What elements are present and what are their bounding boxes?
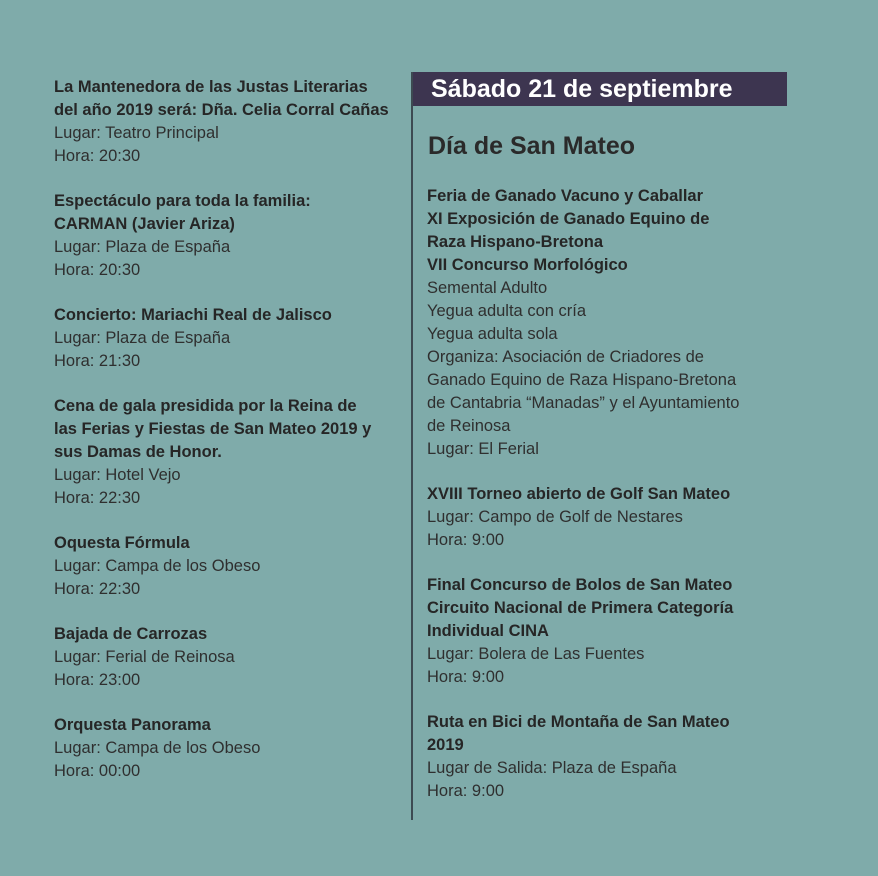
event-item xyxy=(54,623,399,692)
event-detail-line: Lugar: El Ferial xyxy=(427,440,539,458)
event-title-line: XI Exposición de Ganado Equino de xyxy=(427,210,710,228)
event-title-line: Ruta en Bici de Montaña de San Mateo xyxy=(427,713,730,731)
event-item xyxy=(427,574,817,689)
event-item xyxy=(427,711,817,803)
event-detail-line: Organiza: Asociación de Criadores de xyxy=(427,348,704,366)
event-title-line: 2019 xyxy=(427,736,464,754)
event-title-line: Oquesta Fórmula xyxy=(54,534,190,552)
event-detail-line: Hora: 23:00 xyxy=(54,671,141,689)
event-detail-line: Hora: 00:00 xyxy=(54,762,141,780)
event-title-line: Individual CINA xyxy=(427,622,549,640)
event-title-line: Bajada de Carrozas xyxy=(54,625,208,643)
event-detail-line: Ganado Equino de Raza Hispano-Bretona xyxy=(427,371,737,389)
event-title-line: Orquesta Panorama xyxy=(54,716,211,734)
event-detail-line: Hora: 21:30 xyxy=(54,352,141,370)
event-title-line: XVIII Torneo abierto de Golf San Mateo xyxy=(427,485,731,503)
event-detail-line: Lugar: Campa de los Obeso xyxy=(54,739,261,757)
event-item xyxy=(54,532,399,601)
event-title-line: las Ferias y Fiestas de San Mateo 2019 y xyxy=(54,420,372,438)
event-detail-line: Hora: 9:00 xyxy=(427,531,505,549)
event-item xyxy=(427,185,817,461)
date-header-label: Sábado 21 de septiembre xyxy=(431,75,733,103)
event-item xyxy=(54,304,399,373)
event-detail-line: Lugar: Plaza de España xyxy=(54,238,231,256)
event-detail-line: Lugar: Hotel Vejo xyxy=(54,466,181,484)
event-title-line: Raza Hispano-Bretona xyxy=(427,233,604,251)
event-detail-line: de Cantabria “Manadas” y el Ayuntamiento xyxy=(427,394,740,412)
event-detail-line: Lugar: Teatro Principal xyxy=(54,124,219,142)
event-title-line: CARMAN (Javier Ariza) xyxy=(54,215,235,233)
event-item xyxy=(54,395,399,510)
day-title: Día de San Mateo xyxy=(428,132,635,160)
event-detail-line: Lugar de Salida: Plaza de España xyxy=(427,759,677,777)
event-detail-line: Hora: 22:30 xyxy=(54,580,141,598)
event-item xyxy=(54,190,399,282)
event-title-line: Espectáculo para toda la familia: xyxy=(54,192,311,210)
event-title-line: Feria de Ganado Vacuno y Caballar xyxy=(427,187,704,205)
right-column xyxy=(427,185,817,825)
event-title-line: Circuito Nacional de Primera Categoría xyxy=(427,599,734,617)
event-item xyxy=(54,714,399,783)
event-detail-line: Yegua adulta sola xyxy=(427,325,558,343)
event-detail-line: Hora: 20:30 xyxy=(54,147,141,165)
event-detail-line: Semental Adulto xyxy=(427,279,548,297)
event-title-line: Concierto: Mariachi Real de Jalisco xyxy=(54,306,332,324)
column-divider xyxy=(411,72,413,820)
event-title-line: La Mantenedora de las Justas Literarias xyxy=(54,78,368,96)
event-detail-line: Hora: 9:00 xyxy=(427,668,505,686)
event-detail-line: de Reinosa xyxy=(427,417,511,435)
event-detail-line: Yegua adulta con cría xyxy=(427,302,587,320)
event-title-line: Final Concurso de Bolos de San Mateo xyxy=(427,576,733,594)
event-title-line: sus Damas de Honor. xyxy=(54,443,222,461)
event-item xyxy=(54,76,399,168)
event-detail-line: Lugar: Ferial de Reinosa xyxy=(54,648,235,666)
event-item xyxy=(427,483,817,552)
event-detail-line: Lugar: Bolera de Las Fuentes xyxy=(427,645,645,663)
event-detail-line: Lugar: Campa de los Obeso xyxy=(54,557,261,575)
event-detail-line: Lugar: Plaza de España xyxy=(54,329,231,347)
date-header xyxy=(413,72,787,106)
event-detail-line: Hora: 20:30 xyxy=(54,261,141,279)
left-column xyxy=(54,76,399,805)
event-title-line: Cena de gala presidida por la Reina de xyxy=(54,397,357,415)
event-detail-line: Lugar: Campo de Golf de Nestares xyxy=(427,508,683,526)
event-detail-line: Hora: 9:00 xyxy=(427,782,505,800)
event-detail-line: Hora: 22:30 xyxy=(54,489,141,507)
event-title-line: VII Concurso Morfológico xyxy=(427,256,628,274)
event-title-line: del año 2019 será: Dña. Celia Corral Cañas xyxy=(54,101,389,119)
